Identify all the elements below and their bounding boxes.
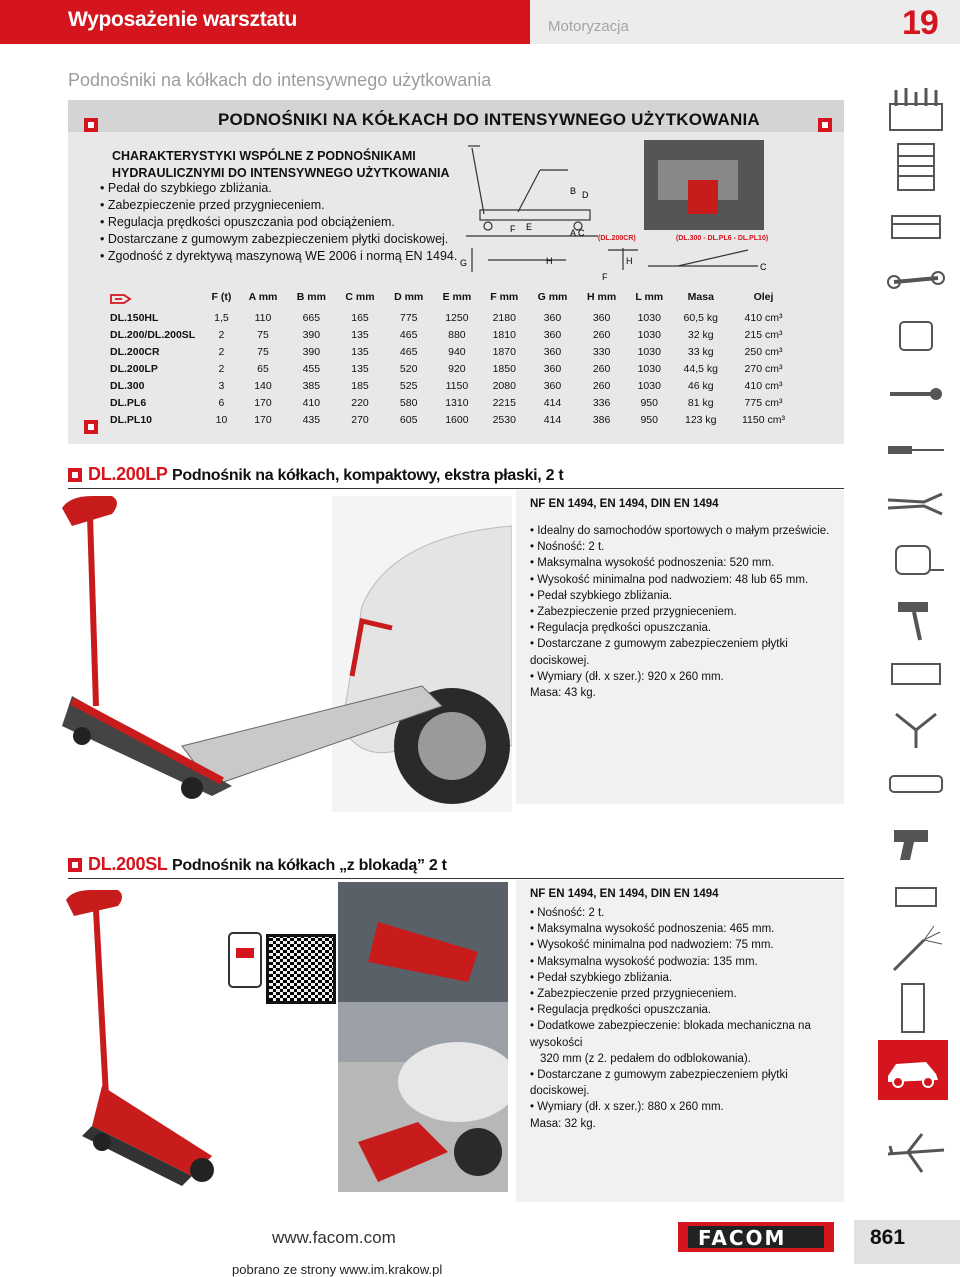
table-cell: 32 kg bbox=[687, 328, 714, 341]
header-page-number: 19 bbox=[902, 4, 938, 42]
table-cell: 1,5 bbox=[214, 311, 229, 324]
diagram-label-f2: F bbox=[602, 272, 608, 280]
table-cell: 665 bbox=[302, 311, 321, 324]
table-cell: 950 bbox=[640, 413, 658, 426]
spec-item: • Maksymalna wysokość podnoszenia: 520 mm. bbox=[530, 555, 840, 571]
socket-icon[interactable] bbox=[884, 308, 948, 364]
specs-table bbox=[108, 291, 798, 428]
saw-icon[interactable] bbox=[884, 644, 948, 700]
diagram-label-f: F bbox=[510, 224, 516, 234]
screwdriver-icon[interactable] bbox=[884, 420, 948, 476]
footer-page-number: 861 bbox=[870, 1226, 906, 1249]
spec-item: • Dodatkowe zabezpieczenie: blokada mechaniczna na wysokości bbox=[530, 1018, 840, 1050]
spec-mass: Masa: 43 kg. bbox=[530, 687, 596, 700]
header-category: Motoryzacja bbox=[548, 18, 629, 35]
spec-item: • Wysokość minimalna pod nadwoziem: 48 lub 65 mm. bbox=[530, 572, 840, 588]
table-cell: 1810 bbox=[492, 328, 516, 341]
divider bbox=[68, 488, 844, 489]
car-icon bbox=[878, 1040, 948, 1100]
table-cell: 2180 bbox=[492, 311, 516, 324]
table-cell: 2080 bbox=[492, 379, 516, 392]
table-cell-model: DL.200/DL.200SL bbox=[110, 328, 196, 341]
red-square-icon bbox=[68, 468, 82, 482]
spec-item: • Regulacja prędkości opuszczania. bbox=[530, 1002, 840, 1018]
table-cell: 414 bbox=[543, 396, 562, 409]
tester-icon[interactable] bbox=[884, 756, 948, 812]
footer-source: pobrano ze strony www.im.krakow.pl bbox=[232, 1262, 443, 1277]
table-cell: 1600 bbox=[445, 413, 469, 426]
diagram-label-c: C bbox=[578, 228, 585, 238]
table-cell: 75 bbox=[257, 345, 269, 358]
table-cell: 360 bbox=[543, 328, 562, 341]
table-cell: 1150 bbox=[445, 379, 469, 392]
table-cell: 455 bbox=[302, 362, 321, 375]
product2-photo-usage bbox=[338, 882, 508, 1192]
table-header-row bbox=[108, 291, 798, 309]
feature-item: • Zabezpieczenie przed przygnieceniem. bbox=[100, 197, 457, 214]
table-cell: 775 cm³ bbox=[744, 396, 783, 409]
facom-logo-text: FACOM bbox=[698, 1226, 787, 1250]
table-cell-model: DL.200LP bbox=[110, 362, 158, 375]
table-cell: 520 bbox=[399, 362, 418, 375]
table-cell-model: DL.PL10 bbox=[110, 413, 153, 426]
table-cell: 75 bbox=[257, 328, 269, 341]
diagram-label-g: G bbox=[460, 258, 468, 268]
table-cell: 880 bbox=[448, 328, 466, 341]
table-cell: 46 kg bbox=[687, 379, 714, 392]
tool-box-icon[interactable] bbox=[884, 196, 948, 252]
table-header: C mm bbox=[345, 291, 375, 303]
tape-measure-icon[interactable] bbox=[884, 532, 948, 588]
spec-item: • Nośność: 2 t. bbox=[530, 905, 840, 921]
puller-icon[interactable] bbox=[884, 700, 948, 756]
red-square-icon bbox=[84, 118, 98, 132]
table-cell: 330 bbox=[592, 345, 611, 358]
table-cell: 135 bbox=[351, 362, 369, 375]
table-cell: 250 cm³ bbox=[744, 345, 783, 358]
diagram-label-h: H bbox=[546, 256, 553, 266]
spec-item: • Pedał szybkiego zbliżania. bbox=[530, 970, 840, 986]
qr-code-icon bbox=[266, 934, 336, 1004]
spec-item: • Wymiary (dł. x szer.): 880 x 260 mm. bbox=[530, 1099, 840, 1115]
table-row bbox=[108, 377, 798, 394]
table-row bbox=[108, 411, 798, 428]
table-cell: 950 bbox=[640, 396, 658, 409]
table-cell: 1030 bbox=[637, 328, 661, 341]
diagram-label-d: D bbox=[582, 190, 589, 200]
diagram-label-a: A bbox=[570, 228, 577, 238]
table-cell: 215 cm³ bbox=[744, 328, 783, 341]
cutting-icon[interactable] bbox=[884, 924, 948, 980]
spec-item: • Nośność: 2 t. bbox=[530, 539, 840, 555]
table-cell: 6 bbox=[218, 396, 225, 409]
impact-wrench-icon[interactable] bbox=[884, 812, 948, 868]
table-cell: 775 bbox=[399, 311, 418, 324]
table-cell: 1030 bbox=[637, 379, 661, 392]
table-cell: 260 bbox=[592, 379, 611, 392]
table-header: D mm bbox=[394, 291, 424, 303]
spec-mass: Masa: 32 kg. bbox=[530, 1117, 596, 1130]
table-cell: 2 bbox=[218, 362, 225, 375]
table-cell: 1030 bbox=[637, 311, 661, 324]
table-cell: 270 cm³ bbox=[744, 362, 783, 375]
table-cell: 270 bbox=[351, 413, 369, 426]
table-cell: 44,5 kg bbox=[683, 362, 718, 375]
table-cell: 170 bbox=[254, 413, 272, 426]
table-cell: 580 bbox=[399, 396, 418, 409]
table-cell: 260 bbox=[592, 328, 611, 341]
table-cell: 385 bbox=[302, 379, 321, 392]
table-cell: 360 bbox=[543, 379, 562, 392]
airplane-icon[interactable] bbox=[884, 1124, 948, 1180]
table-cell: 135 bbox=[351, 345, 369, 358]
spec-item: • Zabezpieczenie przed przygnieceniem. bbox=[530, 604, 840, 620]
table-cell: 465 bbox=[399, 328, 418, 341]
product1-spec-list bbox=[530, 523, 840, 701]
table-row bbox=[108, 360, 798, 377]
feature-item: • Dostarczane z gumowym zabezpieczeniem płytki dociskowej. bbox=[100, 231, 457, 248]
table-cell: 360 bbox=[543, 362, 562, 375]
spec-item: • Pedał szybkiego zbliżania. bbox=[530, 588, 840, 604]
table-row bbox=[108, 343, 798, 360]
table-cell: 123 kg bbox=[685, 413, 717, 426]
table-cell-model: DL.PL6 bbox=[110, 396, 147, 409]
table-cell: 135 bbox=[351, 328, 369, 341]
spec-item: • Zabezpieczenie przed przygnieceniem. bbox=[530, 986, 840, 1002]
automotive-category-active[interactable] bbox=[878, 1040, 948, 1100]
table-header: F mm bbox=[490, 291, 519, 303]
table-cell: 2 bbox=[218, 328, 225, 341]
feature-item: • Pedał do szybkiego zbliżania. bbox=[100, 180, 457, 197]
table-cell: 10 bbox=[215, 413, 228, 426]
spec-item: • Dostarczane z gumowym zabezpieczeniem płytki dociskowej. bbox=[530, 636, 840, 668]
red-square-icon bbox=[818, 118, 832, 132]
table-body bbox=[108, 309, 798, 428]
table-cell: 435 bbox=[302, 413, 321, 426]
smartphone-icon bbox=[228, 932, 262, 988]
table-cell: 81 kg bbox=[687, 396, 714, 409]
jack-dimension-diagram bbox=[458, 140, 768, 280]
product2-photo bbox=[62, 886, 222, 1200]
table-header: F (t) bbox=[211, 291, 232, 303]
diagram-label-c2: C bbox=[760, 262, 767, 272]
table-header: B mm bbox=[296, 291, 326, 303]
product2-heading bbox=[88, 854, 447, 875]
table-header-blank bbox=[108, 291, 204, 309]
red-square-icon bbox=[84, 420, 98, 434]
table-cell: 1030 bbox=[637, 345, 661, 358]
feature-item: • Zgodność z dyrektywą maszynową WE 2006 i normą EN 1494. bbox=[100, 248, 457, 265]
ratchet-icon[interactable] bbox=[884, 364, 948, 420]
table-cell: 360 bbox=[543, 345, 562, 358]
diagram-label-e: E bbox=[526, 222, 533, 232]
divider bbox=[68, 878, 844, 879]
section-subtitle: Podnośniki na kółkach do intensywnego użytkowania bbox=[68, 70, 492, 90]
tool-cabinet-icon[interactable] bbox=[884, 140, 948, 196]
table-row bbox=[108, 326, 798, 343]
table-cell: 940 bbox=[448, 345, 466, 358]
wrench-icon[interactable] bbox=[884, 252, 948, 308]
table-header: Olej bbox=[753, 291, 774, 303]
table-row bbox=[108, 309, 798, 326]
spec-item: • Wymiary (dł. x szer.): 920 x 260 mm. bbox=[530, 669, 840, 685]
table-cell: 165 bbox=[351, 311, 369, 324]
product2-spec-list bbox=[530, 905, 840, 1132]
features-list bbox=[100, 180, 457, 265]
table-cell: 3 bbox=[218, 379, 225, 392]
spec-item: • Dostarczane z gumowym zabezpieczeniem płytki dociskowej. bbox=[530, 1067, 840, 1099]
table-cell: 220 bbox=[351, 396, 369, 409]
table-cell: 1030 bbox=[637, 362, 661, 375]
diagram-label-dl300: (DL.300 - DL.PL6 - DL.PL10) bbox=[676, 235, 768, 242]
product1-heading bbox=[88, 464, 563, 485]
table-cell: 140 bbox=[254, 379, 272, 392]
table-cell: 2530 bbox=[492, 413, 516, 426]
table-cell: 260 bbox=[592, 362, 611, 375]
table-cell: 336 bbox=[592, 396, 611, 409]
electrical-icon[interactable] bbox=[884, 980, 948, 1036]
table-cell: 110 bbox=[254, 311, 272, 324]
table-header: H mm bbox=[586, 291, 617, 303]
table-cell: 386 bbox=[592, 413, 611, 426]
vise-icon[interactable] bbox=[884, 868, 948, 924]
table-cell: 410 cm³ bbox=[744, 379, 783, 392]
table-cell: 1310 bbox=[445, 396, 469, 409]
diagram-label-dl200cr: (DL.200CR) bbox=[598, 235, 636, 242]
red-square-icon bbox=[68, 858, 82, 872]
table-cell: 33 kg bbox=[687, 345, 714, 358]
table-cell: 360 bbox=[543, 311, 562, 324]
header-title: Wyposażenie warsztatu bbox=[68, 8, 298, 31]
table-cell: 390 bbox=[302, 328, 321, 341]
table-cell: 414 bbox=[543, 413, 562, 426]
footer-url[interactable]: www.facom.com bbox=[272, 1228, 396, 1247]
arrow-icon bbox=[236, 948, 254, 958]
table-cell: 525 bbox=[399, 379, 418, 392]
table-cell: 465 bbox=[399, 345, 418, 358]
table-cell: 390 bbox=[302, 345, 321, 358]
category-sidebar bbox=[878, 84, 948, 1214]
table-cell: 2215 bbox=[492, 396, 516, 409]
table-cell: 1850 bbox=[492, 362, 516, 375]
product1-name: Podnośnik na kółkach, kompaktowy, ekstra płaski, 2 t bbox=[172, 467, 564, 484]
table-cell-model: DL.200CR bbox=[110, 345, 160, 358]
tool-set-icon[interactable] bbox=[884, 84, 948, 140]
spec-item: • Maksymalna wysokość podnoszenia: 465 mm. bbox=[530, 921, 840, 937]
spec-item: • Maksymalna wysokość podwozia: 135 mm. bbox=[530, 954, 840, 970]
spec-item-continuation: 320 mm (z 2. pedałem do odblokowania). bbox=[540, 1052, 751, 1065]
diagram-label-b: B bbox=[570, 186, 577, 196]
table-header: Masa bbox=[687, 291, 714, 303]
table-cell: 185 bbox=[351, 379, 369, 392]
table-cell: 2 bbox=[218, 345, 225, 358]
table-cell: 360 bbox=[592, 311, 611, 324]
table-cell: 920 bbox=[448, 362, 466, 375]
table-cell: 410 cm³ bbox=[744, 311, 783, 324]
table-cell: 410 bbox=[302, 396, 321, 409]
spec-item: • Regulacja prędkości opuszczania. bbox=[530, 620, 840, 636]
product1-norm: NF EN 1494, EN 1494, DIN EN 1494 bbox=[530, 498, 719, 510]
product2-name: Podnośnik na kółkach „z blokadą” 2 t bbox=[172, 857, 447, 874]
hammer-icon[interactable] bbox=[884, 588, 948, 644]
table-row bbox=[108, 394, 798, 411]
diagram-label-h2: H bbox=[626, 256, 633, 266]
table-header: E mm bbox=[442, 291, 472, 303]
table-cell: 60,5 kg bbox=[683, 311, 718, 324]
table-cell: 605 bbox=[399, 413, 418, 426]
product2-norm: NF EN 1494, EN 1494, DIN EN 1494 bbox=[530, 888, 719, 900]
feature-item: • Regulacja prędkości opuszczania pod obciążeniem. bbox=[100, 214, 457, 231]
table-header: A mm bbox=[248, 291, 278, 303]
common-box-title: PODNOŚNIKI NA KÓŁKACH DO INTENSYWNEGO UŻYTKOWANIA bbox=[218, 110, 760, 129]
pliers-icon[interactable] bbox=[884, 476, 948, 532]
table-cell: 1250 bbox=[445, 311, 469, 324]
product2-code: DL.200SL bbox=[88, 854, 168, 874]
product1-code: DL.200LP bbox=[88, 464, 168, 484]
features-heading: CHARAKTERYSTYKI WSPÓLNE Z PODNOŚNIKAMI HYDRAULICZNYMI DO INTENSYWNEGO UŻYTKOWANIA bbox=[112, 149, 450, 180]
table-header: L mm bbox=[635, 291, 664, 303]
spec-item: • Wysokość minimalna pod nadwoziem: 75 mm. bbox=[530, 937, 840, 953]
product1-photo bbox=[62, 496, 512, 812]
table-cell: 170 bbox=[254, 396, 272, 409]
table-cell-model: DL.300 bbox=[110, 379, 145, 392]
spec-item: • Idealny do samochodów sportowych o małym prześwicie. bbox=[530, 523, 840, 539]
table-cell: 1870 bbox=[492, 345, 516, 358]
table-cell: 1150 cm³ bbox=[741, 413, 785, 426]
table-cell: 65 bbox=[257, 362, 269, 375]
table-cell-model: DL.150HL bbox=[110, 311, 159, 324]
table-header: G mm bbox=[537, 291, 568, 303]
